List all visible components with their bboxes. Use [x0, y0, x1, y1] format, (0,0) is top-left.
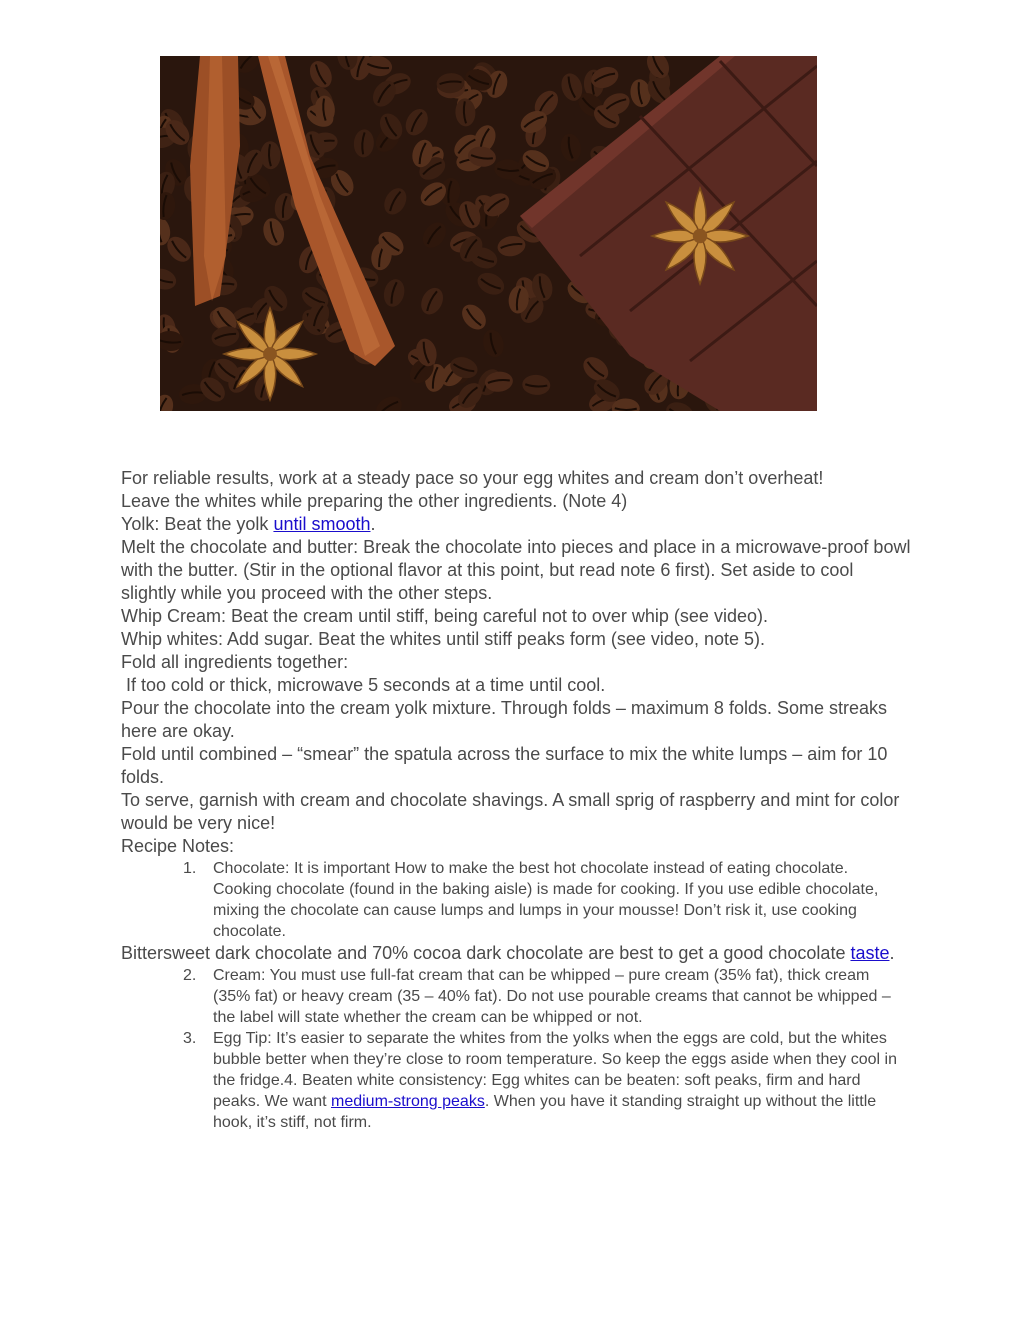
- recipe-notes-heading: Recipe Notes:: [121, 836, 235, 856]
- medium-strong-peaks-link[interactable]: medium-strong peaks: [330, 1093, 485, 1110]
- notes-list-1: [121, 858, 911, 942]
- instruction-serve: To serve, garnish with cream and chocolate shavings. A small sprig of raspberry and mint for color would be very nice!: [121, 790, 900, 833]
- star-anise-bottom: [224, 308, 316, 400]
- instruction-whip-cream: Whip Cream: Beat the cream until stiff, being careful not to over whip (see video).: [121, 606, 768, 626]
- taste-link[interactable]: taste: [850, 943, 890, 963]
- chocolate-recommendation: Bittersweet dark chocolate and 70% cocoa dark chocolate are best to get a good chocolate taste.: [121, 943, 895, 963]
- chocolate-coffee-photo: [160, 56, 817, 411]
- hero-image: [160, 56, 817, 411]
- note-number: 1.: [183, 860, 197, 877]
- until-smooth-link[interactable]: until smooth: [273, 514, 371, 534]
- instruction-reliable: For reliable results, work at a steady pace so your egg whites and cream don’t overheat!: [121, 468, 824, 488]
- instruction-whites: Leave the whites while preparing the other ingredients. (Note 4): [121, 491, 628, 511]
- instruction-whip-whites: Whip whites: Add sugar. Beat the whites until stiff peaks form (see video, note 5).: [121, 629, 766, 649]
- recipe-content: [121, 467, 911, 1133]
- note-number: 3.: [183, 1030, 197, 1047]
- notes-list-2: [121, 965, 911, 1133]
- instruction-melt: Melt the chocolate and butter: Break the chocolate into pieces and place in a microwave-proof bowl with the butter. (Stir in the optional flavor at this point, but read note 6 first). Set aside to cool slightly while you proceed with the other steps.: [121, 537, 911, 603]
- note-number: 2.: [183, 967, 197, 984]
- note-cream: 2. Cream: You must use full-fat cream that can be whipped – pure cream (35% fat), thick cream (35% fat) or heavy cream (35 – 40% fat). Do not use pourable creams that cannot be whipped – the label will state whether the cream can be whipped or not.: [183, 967, 891, 1026]
- instruction-yolk: Yolk: Beat the yolk until smooth.: [121, 514, 376, 534]
- instruction-fold-combined: Fold until combined – “smear” the spatula across the surface to mix the white lumps – aim for 10 folds.: [121, 744, 888, 787]
- instruction-fold: Fold all ingredients together:: [121, 652, 349, 672]
- instruction-pour: Pour the chocolate into the cream yolk mixture. Through folds – maximum 8 folds. Some streaks here are okay.: [121, 698, 888, 741]
- note-egg-tip: 3. Egg Tip: It’s easier to separate the whites from the yolks when the eggs are cold, but the whites bubble better when they’re close to room temperature. So keep the eggs aside when they cool in the fridge.4. Beaten white consistency: Egg whites can be beaten: soft peaks, firm and hard peaks. We want medium-strong peaks. When you have it standing straight up without the little hook, it’s stiff, not firm.: [183, 1030, 897, 1131]
- star-anise-top: [652, 188, 748, 284]
- note-chocolate: 1. Chocolate: It is important How to make the best hot chocolate instead of eating chocolate. Cooking chocolate (found in the baking aisle) is made for cooking. If you use edible chocolate, mixing the chocolate can cause lumps and lumps in your mousse! Don’t risk it, use cooking chocolate.: [183, 860, 879, 940]
- instruction-microwave: If too cold or thick, microwave 5 seconds at a time until cool.: [126, 675, 606, 695]
